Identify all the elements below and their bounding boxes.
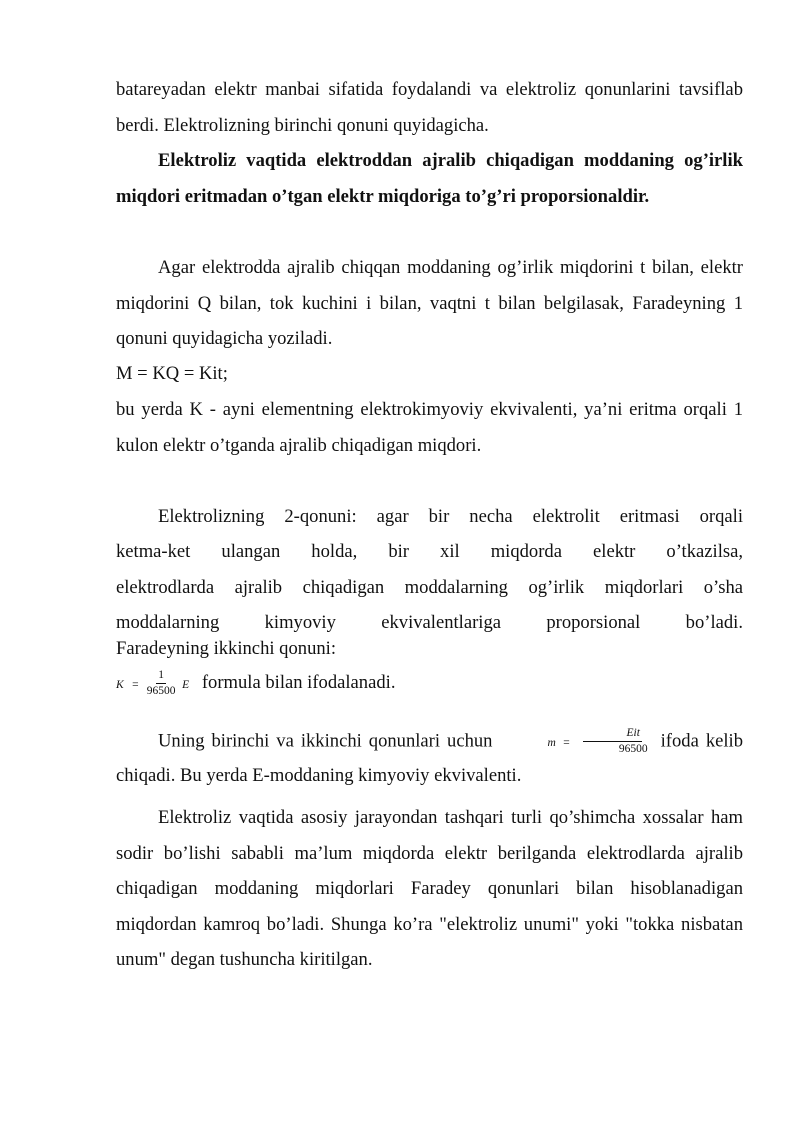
formula-m-fraction [577,727,648,756]
formula-m [505,723,647,761]
second-law-line: elektrodlarda ajralib chiqadigan moddalarning og’irlik miqdorlari o’sha [116,577,743,598]
equation-first-law: M = KQ = Kit; [116,363,228,384]
formula-k-denominator: 96500 [146,685,176,698]
combined-law-text: Uning birinchi va ikkinchi qonunlari uchun [158,730,493,752]
paragraph-e-definition: chiqadi. Bu yerda E-moddaning kimyoviy ekvivalenti. [116,765,522,786]
second-law-line: ketma-ket ulangan holda, bir xil miqdorda elektr o’tkazilsa, [116,541,743,562]
paragraph-intro: batareyadan elektr manbai sifatida foydalandi va elektroliz qonunlarini tavsiflab berdi. Elektrolizning birinchi qonuni quyidagicha. [116,79,743,136]
formula-k-fraction [147,669,176,698]
formula-k-text: formula bilan ifodalanadi. [201,672,396,693]
paragraph-yield: Elektroliz vaqtida asosiy jarayondan tashqari turli qo’shimcha xossalar ham sodir bo’lishi sababli ma’lum miqdorda elektr berilganda elektrodlarda ajralib chiqadigan moddaning miqdorlari Faradey qonunlari bilan hisoblanadigan miqdordan kamroq bo’ladi. Shunga ko’ra "elektroliz unumi" yoki "tokka nisbatan unum" degan tushuncha kiritilgan. [116,807,743,970]
paragraph-k-definition: bu yerda K - ayni elementning elektrokimyoviy ekvivalenti, ya’ni eritma orqali 1 kulon elektr o’tganda ajralib chiqadigan miqdori. [116,399,743,456]
formula-k-factor: E [182,679,190,691]
formula-k-line [116,665,395,703]
formula-m-denominator: 96500 [618,743,648,756]
paragraph-notation: Agar elektrodda ajralib chiqqan moddaning og’irlik miqdorini t bilan, elektr miqdorini Q bilan, tok kuchini i bilan, vaqtni t bilan belgilasak, Faradeyning 1 qonuni quyidagicha yoziladi. [116,257,743,349]
formula-k-numerator: 1 [156,669,166,684]
combined-law-line [116,723,743,761]
formula-m-numerator: Eit [583,727,642,742]
formula-m-lhs: m [547,737,556,749]
formula-k-equals: = [131,679,140,691]
first-law-statement: Elektroliz vaqtida elektroddan ajralib chiqadigan moddaning og’irlik miqdori eritmadan o’tgan elektr miqdoriga to’g’ri proporsionaldir. [116,150,743,207]
formula-k-lhs: K [116,679,124,691]
formula-m-equals: = [562,737,571,749]
second-law-line: Faradeyning ikkinchi qonuni: [116,638,336,659]
combined-law-text-end: ifoda kelib [660,730,744,752]
second-law-line: moddalarning kimyoviy ekvivalentlariga proporsional bo’ladi. [116,612,743,633]
second-law-line: Elektrolizning 2-qonuni: agar bir necha elektrolit eritmasi orqali [158,506,743,527]
